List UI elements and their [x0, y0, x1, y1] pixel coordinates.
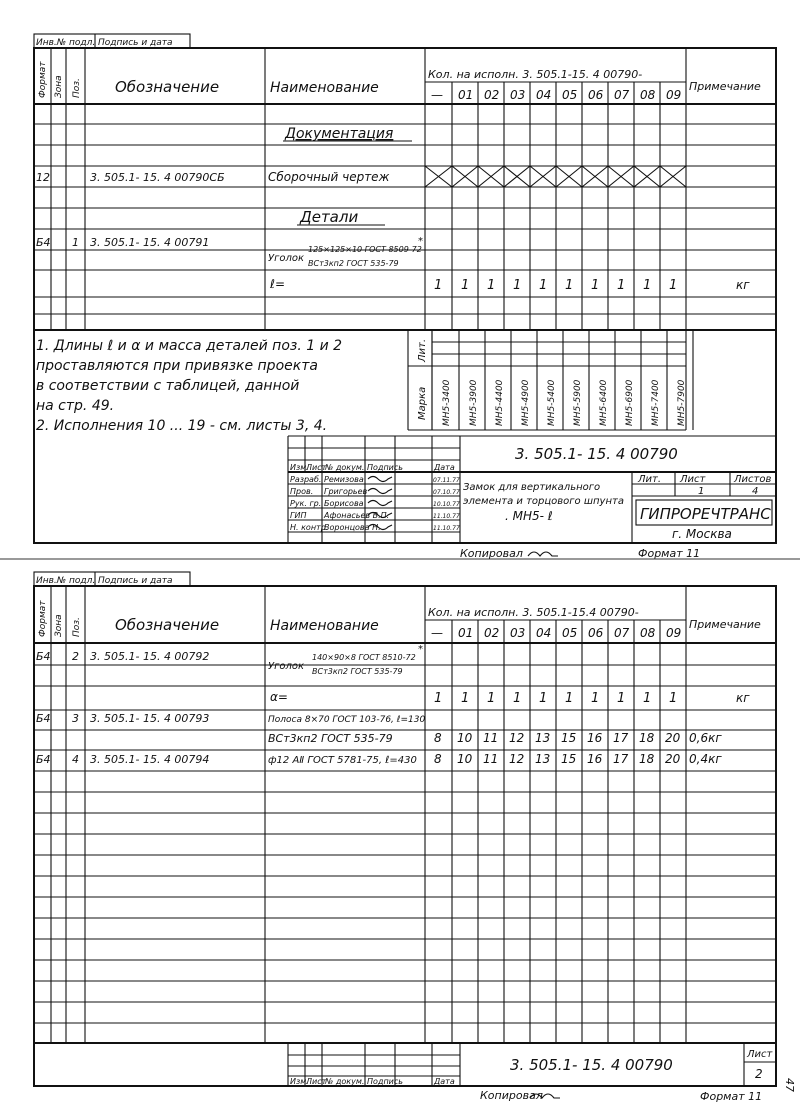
- s2-row1-designation: 3. 505.1- 15. 4 00792: [90, 650, 210, 663]
- row2-name: Уголок: [268, 253, 305, 264]
- tb-h-doc: № докум.: [325, 463, 365, 472]
- s2-row2-note: кг: [736, 691, 750, 705]
- variant-header: 02: [484, 88, 500, 102]
- qty-value: 10: [457, 731, 473, 745]
- marka-item: МН5-3900: [469, 379, 479, 426]
- person-name: Григорьев: [324, 487, 368, 496]
- person-name: Борисова: [324, 499, 364, 508]
- person-date: 07.10.77: [433, 489, 460, 496]
- marka-item: МН5-5900: [573, 379, 583, 426]
- marka-item: МН5-7900: [677, 379, 687, 426]
- sign-label-2: Подпись и дата: [98, 576, 173, 586]
- qty-columns-2: [452, 620, 660, 1043]
- person-signature: [368, 501, 392, 506]
- marka-item: МН5-4900: [521, 379, 531, 426]
- variant-header: 08: [640, 626, 656, 640]
- col-zone-2: Зона: [54, 614, 64, 637]
- qty-value: 1: [591, 691, 600, 706]
- qty-value: 1: [565, 691, 574, 706]
- tb2-sheet: 2: [755, 1067, 763, 1081]
- note-line-2: проставляются при привязке проекта: [36, 358, 318, 374]
- s2-row4-name: ВСт3кп2 ГОСТ 535-79: [268, 732, 393, 745]
- note-line-5: 2. Исполнения 10 ... 19 - см. листы 3, 4.: [36, 418, 328, 434]
- qty-value: 1: [434, 278, 443, 293]
- copied-label-1: Копировал: [460, 547, 523, 560]
- row2-spec-bottom: ВСт3кп2 ГОСТ 535-79: [308, 259, 399, 268]
- sign-label: Подпись и дата: [98, 38, 173, 48]
- variant-header: 03: [510, 626, 526, 640]
- qty-value: 20: [665, 752, 681, 766]
- s2-row5-pos: 4: [72, 753, 79, 766]
- note-line-1: 1. Длины ℓ и α и масса деталей поз. 1 и 2: [36, 338, 343, 354]
- person-date: 11.10.77: [433, 525, 460, 532]
- marka-item: МН5-6400: [599, 379, 609, 426]
- variant-header: 06: [588, 626, 604, 640]
- variant-header: 01: [458, 88, 474, 102]
- col-pos-2: Поз.: [72, 617, 82, 637]
- person-signature: [368, 489, 392, 494]
- tb2-code: 3. 505.1- 15. 4 00790: [510, 1056, 673, 1074]
- person-signature: [368, 477, 392, 482]
- copied-label-2: Копировал: [480, 1089, 543, 1102]
- s2-row2-name: α=: [270, 690, 288, 704]
- variant-header: —: [431, 626, 443, 640]
- qty-value: 17: [613, 731, 629, 745]
- marka-item: МН5-7400: [651, 379, 661, 426]
- lit-label: Лит.: [417, 338, 428, 362]
- tb2-h-izm: Изм.: [290, 1077, 309, 1086]
- tb-lit-head: Лит.: [638, 474, 662, 485]
- tb-sheets: 4: [752, 486, 759, 497]
- col-format-2: Формат: [38, 600, 48, 637]
- note-line-3: в соответствии с таблицей, данной: [36, 378, 300, 394]
- variant-header: 05: [562, 626, 578, 640]
- tb2-h-sign: Подпись: [367, 1077, 403, 1086]
- tb-title-2: элемента и торцового шпунта: [463, 496, 624, 507]
- qty-value: 1: [617, 691, 626, 706]
- qty-value: 1: [643, 691, 652, 706]
- qty-value: 13: [535, 731, 551, 745]
- col-designation: Обозначение: [115, 78, 220, 96]
- inv-label-2: Инв.№ подл.: [36, 576, 96, 586]
- col-format: Формат: [38, 61, 48, 98]
- s2-row3-pos: 3: [72, 712, 79, 725]
- person-name: Афонасьев В.П.: [324, 511, 390, 520]
- tb-city: г. Москва: [672, 527, 732, 541]
- row1-name: Сборочный чертеж: [268, 170, 390, 184]
- qty-value: 1: [539, 691, 548, 706]
- variant-header: 07: [614, 626, 630, 640]
- copied-signature-1: [528, 552, 558, 556]
- person-name: Ремизова: [324, 475, 364, 484]
- tb-code: 3. 505.1- 15. 4 00790: [515, 445, 678, 463]
- qty-value: 1: [617, 278, 626, 293]
- marka-item: МН5-3400: [442, 379, 452, 426]
- qty-value: 8: [434, 731, 442, 745]
- qty-value: 13: [535, 752, 551, 766]
- tb-h-izm: Изм.: [290, 463, 309, 472]
- col-note: Примечание: [689, 80, 761, 93]
- tb-h-sign: Подпись: [367, 463, 403, 472]
- tb2-h-date: Дата: [434, 1077, 455, 1086]
- col-name-2: Наименование: [270, 618, 379, 634]
- qty-value: 15: [561, 752, 577, 766]
- s2-row3-format: Б4: [36, 712, 51, 725]
- qty-value: 1: [513, 278, 522, 293]
- s2-row5-note: 0,4кг: [689, 752, 722, 766]
- person-role: Н. контр.: [290, 523, 329, 532]
- qty-value: 12: [509, 731, 525, 745]
- qty-value: 16: [587, 731, 603, 745]
- row1-format: 12: [36, 171, 50, 184]
- qty-value: 10: [457, 752, 473, 766]
- col-pos: Поз.: [72, 78, 82, 98]
- title-block-2: [288, 1043, 776, 1086]
- person-date: 11.10.77: [433, 513, 460, 520]
- s2-row1-spec-top: 140×90×8 ГОСТ 8510-72: [312, 653, 416, 662]
- tb-title-3: . МН5- ℓ: [505, 509, 553, 523]
- variant-header: —: [431, 88, 443, 102]
- tb2-sheet-head: Лист: [747, 1049, 773, 1060]
- marka-label: Марка: [417, 386, 428, 420]
- row2-asterisk: *: [418, 236, 423, 247]
- row3-name: ℓ=: [270, 277, 286, 291]
- tb-sheets-head: Листов: [734, 474, 772, 485]
- variant-header: 02: [484, 626, 500, 640]
- tb-h-list: Лист: [306, 463, 327, 472]
- variant-header: 08: [640, 88, 656, 102]
- row2-pos: 1: [72, 236, 79, 249]
- marka-item: МН5-6900: [625, 379, 635, 426]
- variant-header: 04: [536, 626, 552, 640]
- row2-designation: 3. 505.1- 15. 4 00791: [90, 236, 210, 249]
- s2-row3-name: Полоса 8×70 ГОСТ 103-76, ℓ=130: [268, 715, 426, 725]
- qty-value: 1: [669, 691, 678, 706]
- sheet1-frame: [34, 48, 776, 543]
- qty-value: 8: [434, 752, 442, 766]
- row3-note: кг: [736, 278, 750, 292]
- qty-value: 11: [483, 752, 499, 766]
- col-name: Наименование: [270, 80, 379, 96]
- section-parts: Детали: [300, 208, 359, 226]
- qty-value: 1: [643, 278, 652, 293]
- variant-header: 09: [666, 88, 682, 102]
- notes-block: [36, 336, 396, 436]
- qty-value: 11: [483, 731, 499, 745]
- col-note-2: Примечание: [689, 618, 761, 631]
- col-designation-2: Обозначение: [115, 616, 220, 634]
- row2-format: Б4: [36, 236, 51, 249]
- qty-value: 18: [639, 731, 655, 745]
- col-zone: Зона: [54, 75, 64, 98]
- qty-value: 1: [669, 278, 678, 293]
- format-label-2: Формат 11: [700, 1090, 763, 1103]
- person-role: Разраб.: [290, 475, 322, 484]
- qty-value: 12: [509, 752, 525, 766]
- qty-columns-1: [452, 82, 660, 330]
- sheet-2: [34, 572, 796, 1103]
- qty-value: 1: [513, 691, 522, 706]
- section-documentation: Документация: [285, 126, 394, 142]
- qty-value: 1: [461, 278, 470, 293]
- title-block-1: [288, 436, 776, 543]
- qty-value: 18: [639, 752, 655, 766]
- col-qty-title-2: Кол. на исполн. 3. 505.1-15.4 00790-: [428, 606, 639, 619]
- qty-value: 1: [591, 278, 600, 293]
- person-role: ГИП: [290, 511, 307, 520]
- s2-row3-designation: 3. 505.1- 15. 4 00793: [90, 712, 210, 725]
- qty-value: 1: [487, 278, 496, 293]
- person-role: Пров.: [290, 487, 314, 496]
- s2-row1-spec-bottom: ВСт3кп2 ГОСТ 535-79: [312, 667, 403, 676]
- qty-value: 1: [434, 691, 443, 706]
- person-date: 07.11.77: [433, 477, 460, 484]
- qty-value: 17: [613, 752, 629, 766]
- page-number: 47: [783, 1078, 796, 1092]
- qty-value: 1: [565, 278, 574, 293]
- tb-title-1: Замок для вертикального: [463, 482, 601, 493]
- tb-sheet-head: Лист: [680, 474, 706, 485]
- person-role: Рук. гр.: [290, 499, 322, 508]
- s2-row5-format: Б4: [36, 753, 51, 766]
- tb-org: ГИПРОРЕЧТРАНС: [640, 505, 771, 523]
- qty-value: 16: [587, 752, 603, 766]
- s2-row5-name: ф12 АⅡ ГОСТ 5781-75, ℓ=430: [268, 755, 417, 766]
- row2-spec-top: 125×125×10 ГОСТ 8509-72: [308, 245, 422, 254]
- qty-value: 15: [561, 731, 577, 745]
- qty-value: 1: [539, 278, 548, 293]
- marka-item: МН5-4400: [495, 379, 505, 426]
- s2-row1-pos: 2: [72, 650, 79, 663]
- qty-value: 20: [665, 731, 681, 745]
- sheet-1: [34, 34, 776, 560]
- variant-header: 01: [458, 626, 474, 640]
- inv-label: Инв.№ подл.: [36, 38, 96, 48]
- format-label-1: Формат 11: [638, 547, 701, 560]
- s2-row1-name: Уголок: [268, 661, 305, 672]
- variant-header: 03: [510, 88, 526, 102]
- qty-values-s2-row5: [434, 752, 681, 766]
- qty-value: 1: [487, 691, 496, 706]
- s2-row1-asterisk: *: [418, 644, 423, 655]
- s2-row1-format: Б4: [36, 650, 51, 663]
- variant-header: 09: [666, 626, 682, 640]
- variant-header: 05: [562, 88, 578, 102]
- marka-items: [442, 379, 687, 426]
- s2-row4-note: 0,6кг: [689, 731, 722, 745]
- qty-values-s2-row4: [434, 731, 681, 745]
- s2-row5-designation: 3. 505.1- 15. 4 00794: [90, 753, 210, 766]
- person-date: 10.10.77: [433, 501, 460, 508]
- tb-sheet: 1: [698, 486, 705, 497]
- qty-value: 1: [461, 691, 470, 706]
- variant-header: 06: [588, 88, 604, 102]
- col-qty-title: Кол. на исполн. 3. 505.1-15. 4 00790-: [428, 68, 643, 81]
- marka-item: МН5-5400: [547, 379, 557, 426]
- note-line-4: на стр. 49.: [36, 398, 115, 414]
- rows-sheet1: [34, 124, 776, 314]
- person-name: Воронцова Н.: [324, 523, 381, 532]
- tb2-h-list: Лист: [306, 1077, 327, 1086]
- variant-header: 07: [614, 88, 630, 102]
- row1-designation: 3. 505.1- 15. 4 00790СБ: [90, 171, 225, 184]
- variant-header: 04: [536, 88, 552, 102]
- tb-h-date: Дата: [434, 463, 455, 472]
- tb2-h-doc: № докум.: [325, 1077, 365, 1086]
